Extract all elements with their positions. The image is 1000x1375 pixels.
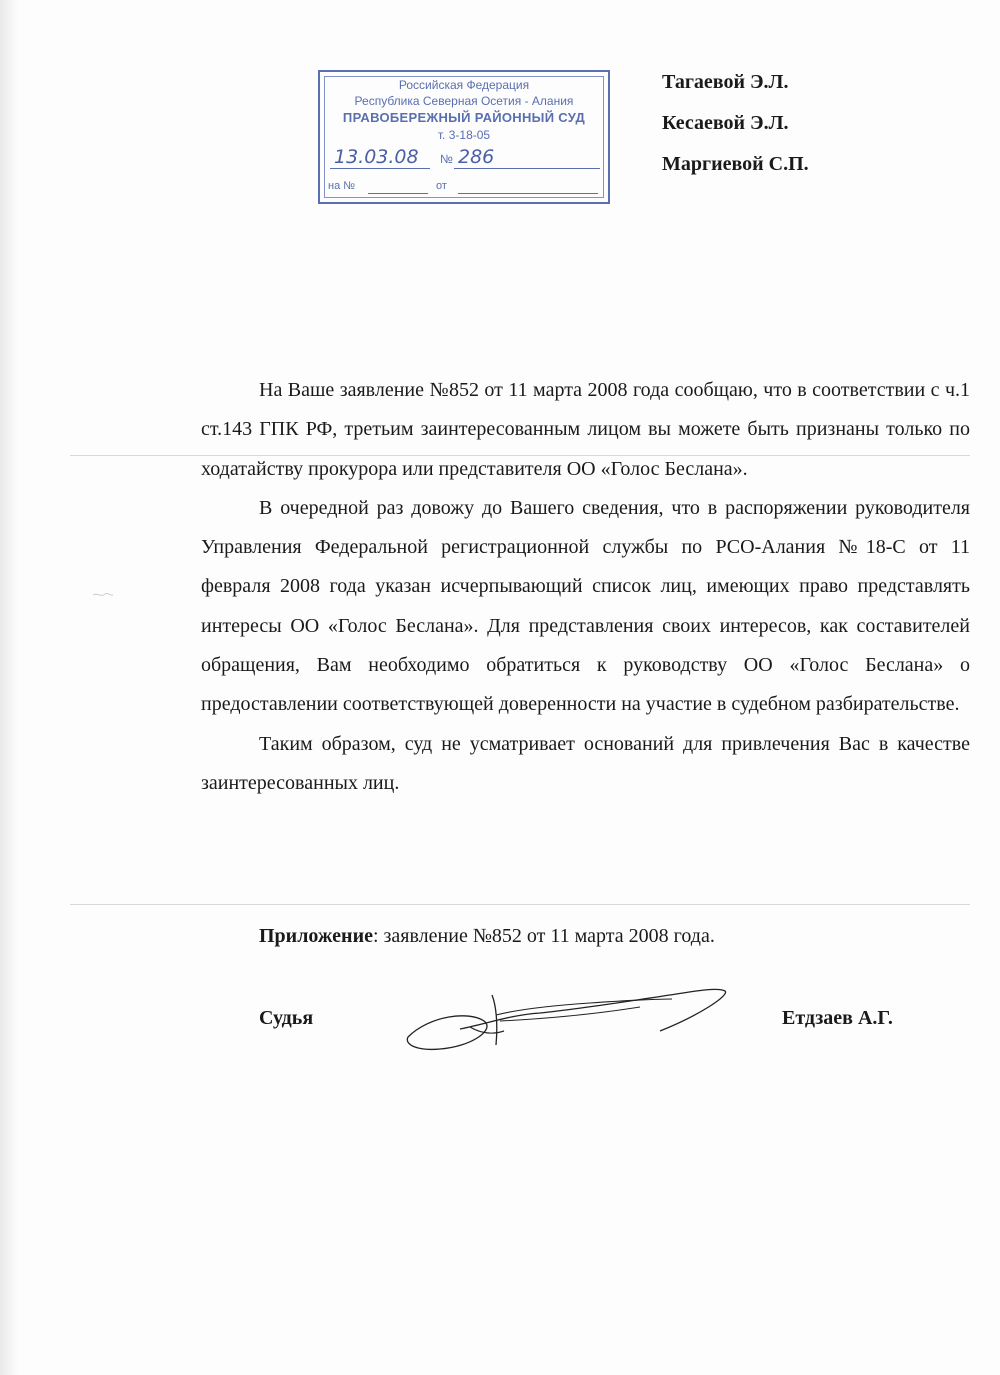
stamp-number-handwritten: 286 xyxy=(458,146,495,168)
paper-fold-line xyxy=(70,904,970,905)
signer-name: Етдзаев А.Г. xyxy=(782,1007,893,1029)
attachment-text: : заявление №852 от 11 марта 2008 года. xyxy=(372,925,715,947)
stamp-reference-row xyxy=(328,180,600,198)
stamp-line-country: Российская Федерация xyxy=(398,78,530,92)
stamp-line-phone: т. 3-18-05 xyxy=(437,128,491,142)
stamp-from-underline xyxy=(458,193,598,194)
scan-edge-shadow xyxy=(0,0,18,1375)
registration-stamp xyxy=(318,70,610,204)
stamp-line-court: ПРАВОБЕРЕЖНЫЙ РАЙОННЫЙ СУД xyxy=(342,110,586,125)
addressee-block xyxy=(662,62,809,185)
body-paragraph: Таким образом, суд не усматривает оснований для привлечения Вас в качестве заинтересованных лиц. xyxy=(201,732,970,794)
attachment-label: Приложение xyxy=(259,925,373,947)
stamp-ref-label: на № xyxy=(328,180,356,192)
signer-title: Судья xyxy=(259,1007,314,1029)
handwritten-signature xyxy=(400,975,735,1065)
stamp-date-row xyxy=(330,146,600,172)
body-paragraph: На Ваше заявление №852 от 11 марта 2008 года сообщаю, что в соответствии с ч.1 ст.143 ГПК РФ, третьим заинтересованным лицом вы можете быть признаны только по ходатайству прокурора или представителя ОО «Голос Беслана». xyxy=(201,379,970,480)
stamp-date-underline xyxy=(330,168,430,169)
stamp-ref-underline xyxy=(368,193,428,194)
body-paragraph: В очередной раз довожу до Вашего сведения, что в распоряжении руководителя Управления Федеральной регистрационной службы по РСО-Алания №18-С от 11 февраля 2008 года указан исчерпывающий список лиц, имеющих право представлять интересы ОО «Голос Беслана». Для представления своих интересов, как составителей обращения, Вам необходимо обратиться к руководству ОО «Голос Беслана» о предоставлении соответствующей доверенности на участие в судебном разбирательстве. xyxy=(201,496,970,716)
stamp-date-handwritten: 13.03.08 xyxy=(334,146,419,168)
addressee-name: Кесаевой Э.Л. xyxy=(662,112,789,134)
stamp-number-label: № xyxy=(440,152,453,166)
scan-smudge xyxy=(92,590,114,600)
stamp-line-republic: Республика Северная Осетия - Алания xyxy=(354,94,574,108)
attachment-line xyxy=(259,925,715,948)
stamp-number-underline xyxy=(454,168,600,169)
addressee-name: Тагаевой Э.Л. xyxy=(662,71,789,93)
letter-body xyxy=(201,371,970,803)
addressee-name: Маргиевой С.П. xyxy=(662,153,809,175)
stamp-from-label: от xyxy=(436,180,447,192)
